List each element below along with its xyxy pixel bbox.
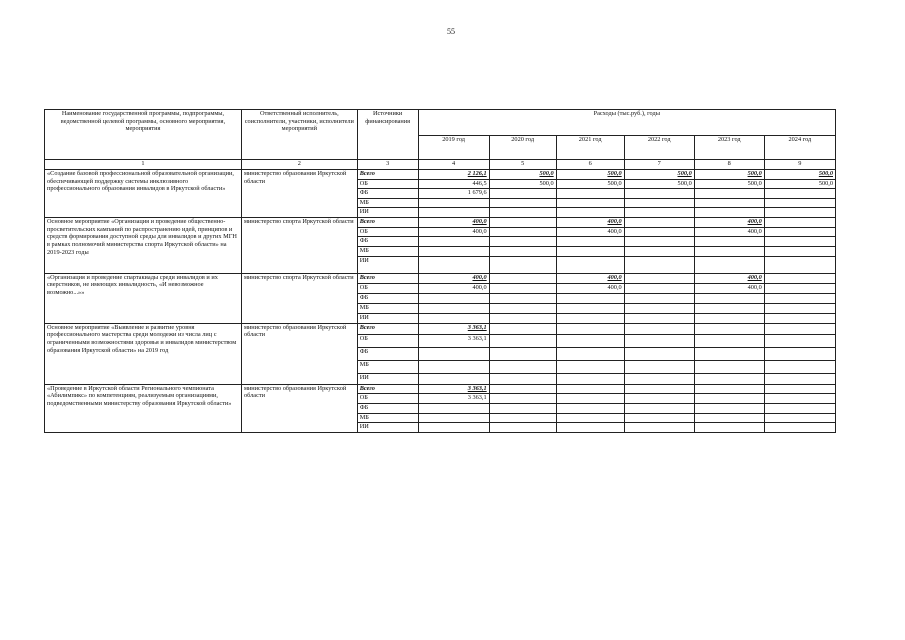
expense-value (556, 403, 624, 413)
funding-source: ОБ (357, 394, 418, 404)
expense-value (764, 227, 835, 237)
expense-value (624, 227, 694, 237)
expense-value: 3 363,1 (418, 394, 489, 404)
expense-value (556, 293, 624, 303)
expense-value (624, 413, 694, 423)
expense-value (764, 313, 835, 323)
expense-value (489, 313, 556, 323)
funding-source: ФБ (357, 293, 418, 303)
expense-value (418, 256, 489, 273)
funding-source: ФБ (357, 189, 418, 199)
expense-value: 400,0 (418, 273, 489, 283)
column-number: 9 (764, 160, 835, 170)
expense-value (624, 384, 694, 394)
column-number: 3 (357, 160, 418, 170)
expense-value: 400,0 (556, 217, 624, 227)
expense-value: 400,0 (556, 273, 624, 283)
expense-value (694, 303, 764, 313)
expense-value (489, 334, 556, 347)
expense-value (489, 394, 556, 404)
expense-value (556, 373, 624, 384)
activity-executor: министерство спорта Иркутской области (241, 217, 357, 273)
expense-value: 500,0 (624, 179, 694, 189)
header-name: Наименование государственной программы, подпрограммы, ведомственной целевой программы, основного мероприятия, мероприятия (45, 110, 242, 160)
expense-value (694, 360, 764, 373)
expense-value (624, 373, 694, 384)
expense-value (624, 334, 694, 347)
expense-value (489, 237, 556, 247)
expense-value: 500,0 (694, 170, 764, 180)
expense-value (489, 189, 556, 199)
expense-value (694, 347, 764, 360)
expense-value (624, 423, 694, 433)
expense-value (489, 423, 556, 433)
expense-value (556, 334, 624, 347)
expense-value (764, 217, 835, 227)
expense-value: 400,0 (694, 283, 764, 293)
funding-source: ИИ (357, 256, 418, 273)
expense-value: 500,0 (489, 170, 556, 180)
expense-value (624, 360, 694, 373)
expense-value (489, 360, 556, 373)
expense-value: 2 126,1 (418, 170, 489, 180)
expense-value (556, 246, 624, 256)
expense-value (764, 273, 835, 283)
table-row (45, 170, 836, 180)
activity-name: «Проведение в Иркутской области Регионального чемпионата «Абилимпикс» по компетенциям, реализуемым организациями, подведомственными министерству образования Иркутской области» (45, 384, 242, 432)
expense-value: 500,0 (624, 170, 694, 180)
funding-source: МБ (357, 246, 418, 256)
expense-value (556, 347, 624, 360)
expense-value (764, 189, 835, 199)
header-executor: Ответственный исполнитель, соисполнители, участники, исполнители мероприятий (241, 110, 357, 160)
expense-value (489, 198, 556, 208)
column-number: 6 (556, 160, 624, 170)
expense-value (418, 246, 489, 256)
expense-value (694, 423, 764, 433)
expense-value (624, 256, 694, 273)
table-row (45, 273, 836, 283)
expense-value: 500,0 (556, 170, 624, 180)
expense-value (624, 237, 694, 247)
table-row (45, 384, 836, 394)
expense-value (764, 334, 835, 347)
column-number: 2 (241, 160, 357, 170)
expense-value (764, 423, 835, 433)
expense-value (694, 334, 764, 347)
expense-value: 500,0 (764, 179, 835, 189)
expense-value (624, 189, 694, 199)
expense-value: 3 363,1 (418, 323, 489, 334)
column-number: 7 (624, 160, 694, 170)
expense-value (489, 208, 556, 218)
funding-source: ОБ (357, 227, 418, 237)
expense-value (624, 217, 694, 227)
header-source: Источники финансирования (357, 110, 418, 160)
expense-value (764, 360, 835, 373)
funding-source: ФБ (357, 347, 418, 360)
expense-value (418, 293, 489, 303)
expense-value (418, 403, 489, 413)
expense-value (489, 303, 556, 313)
header-year: 2021 год (556, 136, 624, 160)
expense-value: 400,0 (694, 227, 764, 237)
expense-value (624, 198, 694, 208)
table-row (45, 217, 836, 227)
expense-value (764, 403, 835, 413)
header-year: 2019 год (418, 136, 489, 160)
expense-value (489, 373, 556, 384)
funding-source: ФБ (357, 403, 418, 413)
expense-value (694, 189, 764, 199)
activity-name: «Создание базовой профессиональной образовательной организации, обеспечивающей поддержку системы инклюзивного профессионального образования инвалидов в Иркутской области» (45, 170, 242, 218)
activity-name: «Организация и проведение спартакиады среди инвалидов и их сверстников, не имеющих инвалидность, «И невозможное возможно...»» (45, 273, 242, 323)
expense-value (764, 394, 835, 404)
funding-source: ОБ (357, 179, 418, 189)
column-numbers-row (45, 160, 836, 170)
expense-value: 400,0 (418, 227, 489, 237)
expense-value (556, 303, 624, 313)
expense-value (418, 373, 489, 384)
expense-value (694, 413, 764, 423)
expense-value (489, 323, 556, 334)
expense-value (694, 246, 764, 256)
funding-source: ИИ (357, 423, 418, 433)
expense-value: 1 679,6 (418, 189, 489, 199)
expense-value: 500,0 (694, 179, 764, 189)
expense-value: 400,0 (556, 227, 624, 237)
expense-value (764, 373, 835, 384)
expense-value (556, 394, 624, 404)
expense-value (418, 423, 489, 433)
header-year: 2024 год (764, 136, 835, 160)
expense-value (694, 394, 764, 404)
activity-executor: министерство спорта Иркутской области (241, 273, 357, 323)
expense-value: 446,5 (418, 179, 489, 189)
expense-value (556, 198, 624, 208)
expense-value (556, 313, 624, 323)
expense-value: 400,0 (694, 273, 764, 283)
expense-value: 500,0 (556, 179, 624, 189)
expense-value: 400,0 (418, 217, 489, 227)
expense-value (624, 283, 694, 293)
funding-source: ИИ (357, 208, 418, 218)
expense-value (694, 373, 764, 384)
column-number: 5 (489, 160, 556, 170)
expense-value (624, 403, 694, 413)
expense-value (418, 237, 489, 247)
expense-value (418, 313, 489, 323)
expense-value (694, 208, 764, 218)
funding-source: МБ (357, 360, 418, 373)
expense-value (418, 198, 489, 208)
expense-value: 3 363,1 (418, 334, 489, 347)
expense-value (489, 256, 556, 273)
expense-value (489, 227, 556, 237)
expense-value (489, 413, 556, 423)
funding-source: ФБ (357, 237, 418, 247)
activity-name: Основное мероприятие «Выявление и развитие уровня профессионального мастерства среди молодежи из числа лиц с ограниченными возможностями здоровья и инвалидов министерством образования Иркутской области» на 2019 год (45, 323, 242, 384)
budget-table (44, 109, 836, 433)
expense-value (764, 384, 835, 394)
expense-value (556, 360, 624, 373)
expense-value (418, 347, 489, 360)
funding-source: ИИ (357, 313, 418, 323)
expense-value (764, 198, 835, 208)
header-year: 2022 год (624, 136, 694, 160)
expense-value (694, 237, 764, 247)
expense-value (624, 394, 694, 404)
expense-value (764, 323, 835, 334)
expense-value (694, 323, 764, 334)
expense-value (489, 283, 556, 293)
expense-value (764, 256, 835, 273)
expense-value (418, 413, 489, 423)
expense-value (556, 384, 624, 394)
expense-value (556, 189, 624, 199)
expense-value: 400,0 (694, 217, 764, 227)
funding-source: Всего (357, 170, 418, 180)
expense-value (764, 208, 835, 218)
expense-value (418, 360, 489, 373)
expense-value (418, 303, 489, 313)
expense-value (489, 403, 556, 413)
funding-source: Всего (357, 323, 418, 334)
column-number: 4 (418, 160, 489, 170)
expense-value (489, 246, 556, 256)
funding-source: ИИ (357, 373, 418, 384)
expense-value (489, 217, 556, 227)
activity-name: Основное мероприятие «Организация и проведение общественно-просветительских кампаний по распространению идей, принципов и средств формирования доступной среды для инвалидов и других МГН в рамках полномочий министерства спорта Иркутской области» на 2019-2023 годы (45, 217, 242, 273)
expense-value (764, 246, 835, 256)
expense-value (694, 403, 764, 413)
expense-value (694, 384, 764, 394)
expense-value (624, 273, 694, 283)
expense-value (556, 323, 624, 334)
funding-source: Всего (357, 217, 418, 227)
expense-value (624, 246, 694, 256)
expense-value (556, 208, 624, 218)
expense-value (624, 313, 694, 323)
page-number: 55 (447, 27, 455, 36)
expense-value (624, 347, 694, 360)
activity-executor: министерство образования Иркутской области (241, 384, 357, 432)
expense-value (489, 384, 556, 394)
activity-executor: министерство образования Иркутской области (241, 323, 357, 384)
expense-value: 400,0 (556, 283, 624, 293)
expense-value (764, 303, 835, 313)
expense-value (764, 347, 835, 360)
expense-value: 500,0 (764, 170, 835, 180)
funding-source: МБ (357, 198, 418, 208)
expense-value (764, 237, 835, 247)
header-expenses: Расходы (тыс.руб.), годы (418, 110, 835, 136)
expense-value (694, 313, 764, 323)
funding-source: МБ (357, 413, 418, 423)
expense-value (624, 293, 694, 303)
expense-value: 3 363,1 (418, 384, 489, 394)
column-number: 1 (45, 160, 242, 170)
funding-source: Всего (357, 273, 418, 283)
expense-value (418, 208, 489, 218)
funding-source: ОБ (357, 334, 418, 347)
expense-value (694, 198, 764, 208)
expense-value (694, 256, 764, 273)
activity-executor: министерство образования Иркутской области (241, 170, 357, 218)
expense-value (624, 323, 694, 334)
expense-value (764, 413, 835, 423)
column-number: 8 (694, 160, 764, 170)
expense-value (556, 237, 624, 247)
expense-value (489, 273, 556, 283)
expense-value (764, 283, 835, 293)
expense-value: 500,0 (489, 179, 556, 189)
expense-value (556, 413, 624, 423)
expense-value (694, 293, 764, 303)
expense-value: 400,0 (418, 283, 489, 293)
header-year: 2020 год (489, 136, 556, 160)
expense-value (624, 208, 694, 218)
expense-value (764, 293, 835, 303)
expense-value (489, 293, 556, 303)
expense-value (556, 423, 624, 433)
funding-source: МБ (357, 303, 418, 313)
expense-value (556, 256, 624, 273)
expense-value (489, 347, 556, 360)
table-row (45, 323, 836, 334)
funding-source: ОБ (357, 283, 418, 293)
expense-value (624, 303, 694, 313)
funding-source: Всего (357, 384, 418, 394)
header-year: 2023 год (694, 136, 764, 160)
